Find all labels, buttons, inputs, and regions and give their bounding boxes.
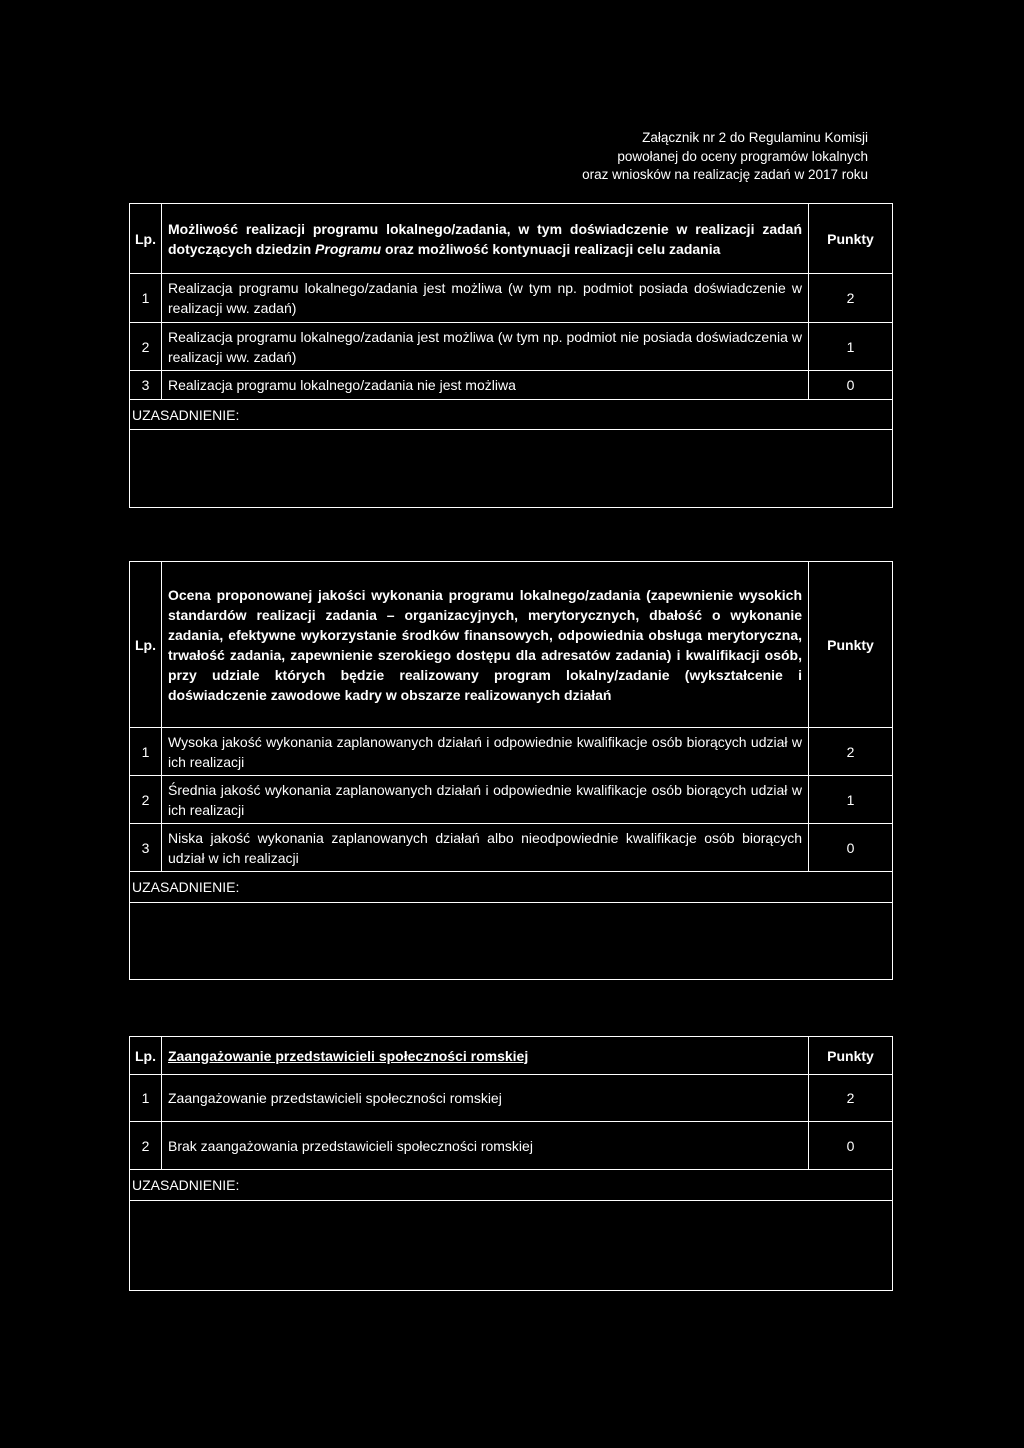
justification-row (130, 903, 893, 980)
justification-label-row (130, 872, 893, 903)
row-number: 3 (130, 371, 162, 400)
table-row (130, 371, 893, 400)
justification-row (130, 1201, 893, 1291)
table-header-row (130, 562, 893, 728)
table-row (130, 1075, 893, 1122)
attachment-header (448, 129, 868, 185)
lp-header: Lp. (130, 204, 162, 274)
criteria-table-roma-engagement (129, 1036, 893, 1291)
row-number: 1 (130, 274, 162, 323)
row-points: 0 (809, 824, 893, 872)
criterion-title (162, 1037, 809, 1075)
justification-field[interactable] (130, 1201, 893, 1291)
table-row (130, 728, 893, 776)
lp-header: Lp. (130, 562, 162, 728)
row-points: 0 (809, 371, 893, 400)
table-row (130, 1122, 893, 1170)
row-number: 1 (130, 728, 162, 776)
criterion-title-text: Zaangażowanie przedstawicieli społeczności romskiej (168, 1047, 529, 1064)
criterion-title-part2: oraz możliwość kontynuacji realizacji celu zadania (381, 240, 721, 257)
justification-field[interactable] (130, 903, 893, 980)
table-header-row (130, 204, 893, 274)
criteria-table-quality (129, 561, 893, 980)
row-description: Realizacja programu lokalnego/zadania jest możliwa (w tym np. podmiot posiada doświadczenie w realizacji ww. zadań) (162, 274, 809, 323)
table-row (130, 776, 893, 824)
row-number: 2 (130, 323, 162, 371)
justification-label-row (130, 1170, 893, 1201)
criteria-table-feasibility (129, 203, 893, 508)
header-line-2: powołanej do oceny programów lokalnych (617, 148, 868, 164)
row-description: Niska jakość wykonania zaplanowanych działań albo nieodpowiednie kwalifikacje osób biorących udział w ich realizacji (162, 824, 809, 872)
row-number: 3 (130, 824, 162, 872)
points-header: Punkty (809, 204, 893, 274)
criterion-title (162, 204, 809, 274)
criterion-title: Ocena proponowanej jakości wykonania programu lokalnego/zadania (zapewnienie wysokich standardów realizacji zadania – organizacyjnych, merytorycznych, dbałość o wykonanie zadania, efektywne wykorzystanie środków finansowych, odpowiednia obsługa merytoryczna, trwałość zadania, zapewnienie szerokiego dostępu dla adresatów zadania) i kwalifikacji osób, przy udziale których będzie realizowany program lokalny/zadanie (wykształcenie i doświadczenie zawodowe kadry w obszarze realizowanych działań (162, 562, 809, 728)
header-line-1: Załącznik nr 2 do Regulaminu Komisji (642, 130, 868, 145)
row-description: Realizacja programu lokalnego/zadania jest możliwa (w tym np. podmiot nie posiada doświadczenia w realizacji ww. zadań) (162, 323, 809, 371)
row-number: 1 (130, 1075, 162, 1122)
header-line-3: oraz wniosków na realizację zadań w 2017 roku (582, 167, 868, 182)
justification-label: UZASADNIENIE: (130, 1170, 893, 1201)
points-header: Punkty (809, 562, 893, 728)
row-points: 2 (809, 728, 893, 776)
row-points: 1 (809, 323, 893, 371)
row-description: Realizacja programu lokalnego/zadania nie jest możliwa (162, 371, 809, 400)
points-header: Punkty (809, 1037, 893, 1075)
row-description: Średnia jakość wykonania zaplanowanych działań i odpowiednie kwalifikacje osób biorących udział w ich realizacji (162, 776, 809, 824)
justification-label: UZASADNIENIE: (130, 400, 893, 430)
row-description: Wysoka jakość wykonania zaplanowanych działań i odpowiednie kwalifikacje osób biorących udział w ich realizacji (162, 728, 809, 776)
justification-field[interactable] (130, 430, 893, 508)
row-points: 2 (809, 1075, 893, 1122)
table-header-row (130, 1037, 893, 1075)
row-points: 2 (809, 274, 893, 323)
justification-label: UZASADNIENIE: (130, 872, 893, 903)
lp-header: Lp. (130, 1037, 162, 1075)
row-description: Zaangażowanie przedstawicieli społeczności romskiej (162, 1075, 809, 1122)
row-description: Brak zaangażowania przedstawicieli społeczności romskiej (162, 1122, 809, 1170)
criterion-title-italic: Programu (315, 240, 382, 257)
criterion-title-part1: Możliwość realizacji programu lokalnego/zadania, w tym doświadczenie w realizacji zadań dotyczących dziedzin (168, 220, 802, 257)
row-number: 2 (130, 776, 162, 824)
row-points: 0 (809, 1122, 893, 1170)
row-number: 2 (130, 1122, 162, 1170)
table-row (130, 274, 893, 323)
row-points: 1 (809, 776, 893, 824)
justification-label-row (130, 400, 893, 430)
justification-row (130, 430, 893, 508)
table-row (130, 323, 893, 371)
table-row (130, 824, 893, 872)
